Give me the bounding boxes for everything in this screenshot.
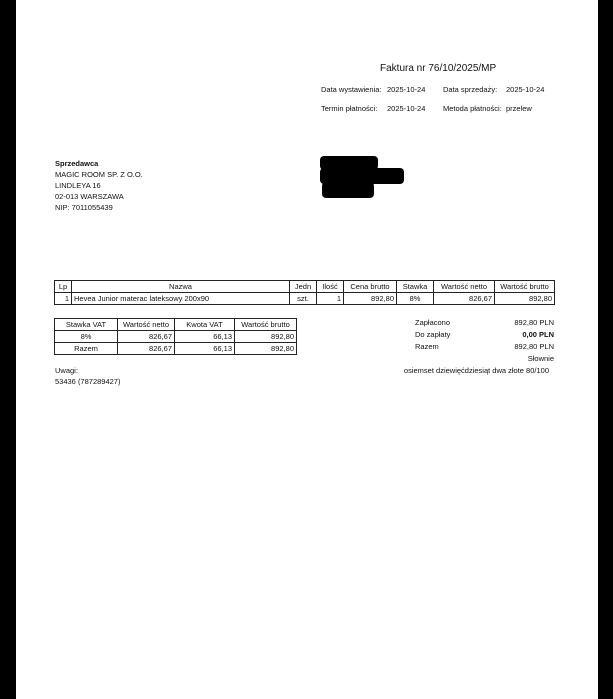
seller-street: LINDLEYA 16 [55,181,101,190]
vat-table [54,318,297,355]
table-row [55,343,297,355]
amount-in-words: osiemset dziewięćdziesiąt dwa złote 80/100 [403,366,549,375]
vat-total-amount: 66,13 [175,343,235,355]
issue-date: 2025-10-24 [387,85,426,94]
vat-col-net: Wartość netto [118,319,175,331]
table-row [55,331,297,343]
sale-date-label: Data sprzedaży: [443,85,498,94]
vat-col-vat: Kwota VAT [175,319,235,331]
seller-nip: NIP: 7011055439 [55,203,113,212]
invoice-page [16,0,598,699]
col-qty: Ilość [317,281,344,293]
vat-rate: 8% [55,331,118,343]
sale-date: 2025-10-24 [506,85,545,94]
due-date-label: Termin płatności: [321,104,378,113]
notes-text: 53436 (787289427) [55,377,121,386]
seller-name: MAGIC ROOM SP. Z O.O. [55,170,143,179]
row-qty: 1 [317,293,344,305]
vat-total-gross: 892,80 [235,343,297,355]
vat-amount: 66,13 [175,331,235,343]
col-price-gross: Cena brutto [344,281,397,293]
vat-col-rate: Stawka VAT [55,319,118,331]
row-price-gross: 892,80 [344,293,397,305]
vat-header-row [55,319,297,331]
vat-gross: 892,80 [235,331,297,343]
total-amount: 892,80 PLN [514,342,554,351]
row-gross-value: 892,80 [495,293,555,305]
seller-city: 02-013 WARSZAWA [55,192,124,201]
row-unit: szt. [290,293,317,305]
items-header-row [55,281,555,293]
paid-amount: 892,80 PLN [514,318,554,327]
col-lp: Lp [55,281,72,293]
seller-heading: Sprzedawca [55,159,99,168]
col-gross-value: Wartość brutto [495,281,555,293]
vat-total-label: Razem [55,343,118,355]
payment-method: przelew [506,104,532,113]
vat-col-gross: Wartość brutto [235,319,297,331]
col-name: Nazwa [72,281,290,293]
table-row [55,293,555,305]
notes-label: Uwagi: [55,366,78,375]
items-table [54,280,555,305]
words-label: Słownie [527,354,554,363]
col-unit: Jedn [290,281,317,293]
row-name: Hevea Junior materac lateksowy 200x90 [72,293,290,305]
payment-method-label: Metoda płatności: [443,104,502,113]
row-lp: 1 [55,293,72,305]
due-date: 2025-10-24 [387,104,426,113]
row-net-value: 826,67 [434,293,495,305]
issue-date-label: Data wystawienia: [321,85,382,94]
paid-label: Zapłacono [415,318,451,327]
vat-net: 826,67 [118,331,175,343]
due-label: Do zapłaty [415,330,451,339]
total-label: Razem [415,342,439,351]
vat-total-net: 826,67 [118,343,175,355]
col-rate: Stawka [397,281,434,293]
col-net-value: Wartość netto [434,281,495,293]
row-rate: 8% [397,293,434,305]
invoice-title: Faktura nr 76/10/2025/MP [380,63,497,74]
due-amount: 0,00 PLN [522,330,554,339]
